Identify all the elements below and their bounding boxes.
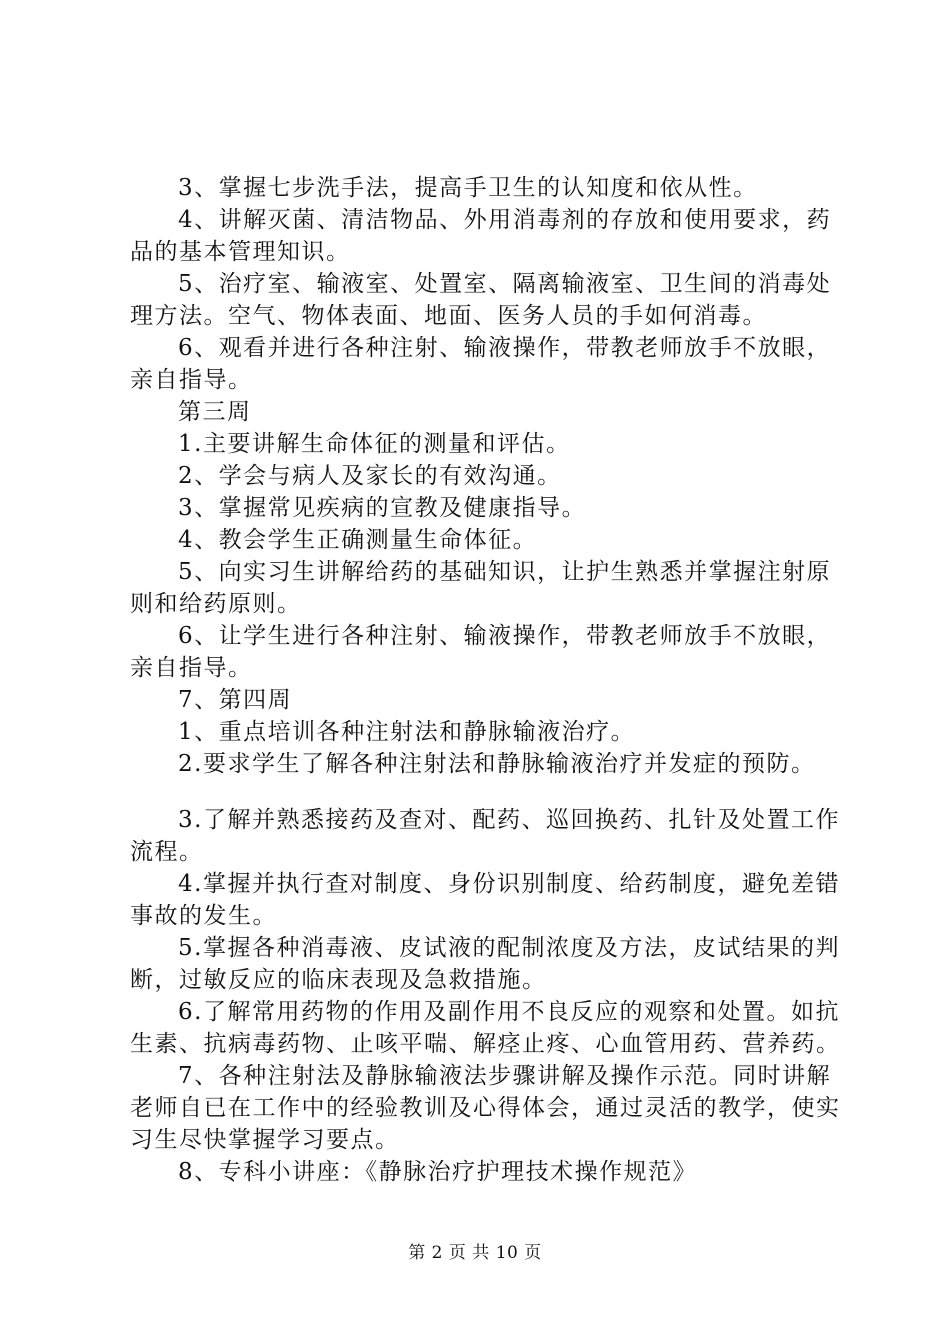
paragraph: 7、各种注射法及静脉输液法步骤讲解及操作示范。同时讲解老师自已在工作中的经验教训及心得体会，通过灵活的教学，使实习生尽快掌握学习要点。 (130, 1063, 841, 1153)
paragraph: 4.掌握并执行查对制度、身份识别制度、给药制度，避免差错事故的发生。 (130, 871, 840, 929)
paragraph: 6、观看并进行各种注射、输液操作，带教老师放手不放眼，亲自指导。 (130, 335, 832, 393)
paragraph: 1.主要讲解生命体征的测量和评估。 (178, 431, 571, 457)
paragraph: 3.了解并熟悉接药及查对、配药、巡回换药、扎针及处置工作流程。 (130, 807, 840, 865)
paragraph: 4、教会学生正确测量生命体征。 (178, 527, 538, 553)
paragraph: 3、掌握常见疾病的宣教及健康指导。 (178, 495, 587, 521)
paragraph: 8、专科小讲座：《静脉治疗护理技术操作规范》 (178, 1159, 698, 1185)
paragraph: 6、让学生进行各种注射、输液操作，带教老师放手不放眼，亲自指导。 (130, 623, 832, 681)
paragraph: 3、掌握七步洗手法，提高手卫生的认知度和依从性。 (178, 175, 758, 201)
page-number-footer: 第 2 页 共 10 页 (408, 1243, 542, 1263)
paragraph: 4、讲解灭菌、清洁物品、外用消毒剂的存放和使用要求，药品的基本管理知识。 (130, 207, 832, 265)
paragraph: 5、向实习生讲解给药的基础知识，让护生熟悉并掌握注射原则和给药原则。 (130, 559, 832, 617)
document-body (130, 172, 845, 1188)
paragraph: 2.要求学生了解各种注射法和静脉输液治疗并发症的预防。 (178, 751, 816, 777)
paragraph: 2、学会与病人及家长的有效沟通。 (178, 463, 562, 489)
paragraph: 6.了解常用药物的作用及副作用不良反应的观察和处置。如抗生素、抗病毒药物、止咳平喘、解痉止疼、心血管用药、营养药。 (130, 999, 841, 1057)
section-heading-week-4: 7、第四周 (178, 687, 293, 713)
paragraph: 5.掌握各种消毒液、皮试液的配制浓度及方法，皮试结果的判断，过敏反应的临床表现及急救措施。 (130, 935, 840, 993)
section-heading-week-3: 第三周 (178, 399, 252, 425)
paragraph: 1、重点培训各种注射法和静脉输液治疗。 (178, 719, 636, 745)
paragraph: 5、治疗室、输液室、处置室、隔离输液室、卫生间的消毒处理方法。空气、物体表面、地面、医务人员的手如何消毒。 (130, 271, 832, 329)
